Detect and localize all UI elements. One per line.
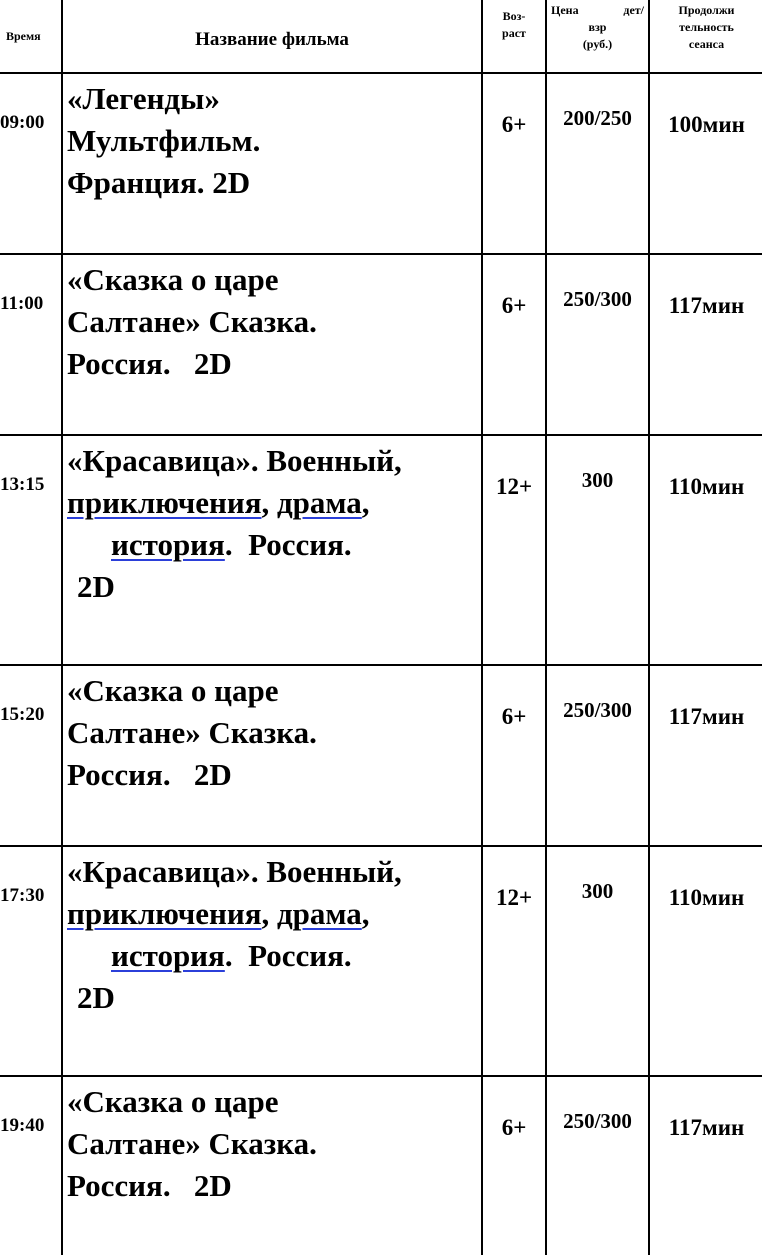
- genre-separator: ,: [261, 485, 277, 520]
- film-title-line: Россия. 2D: [67, 346, 232, 381]
- session-time: 15:20: [0, 665, 62, 846]
- ticket-price: 250/300: [546, 254, 649, 435]
- header-price-line2: взр: [588, 20, 607, 34]
- header-duration-line1: Продолжи: [678, 3, 735, 17]
- header-price: [546, 0, 649, 73]
- table-row: [0, 73, 762, 254]
- age-rating: 12+: [482, 435, 546, 665]
- film-title-line: [67, 935, 481, 977]
- film-title-line: «Легенды»: [67, 81, 220, 116]
- film-title-line: «Сказка о царе: [67, 1084, 279, 1119]
- session-time: 09:00: [0, 73, 62, 254]
- film-title: [62, 254, 482, 435]
- genre-link[interactable]: драма: [276, 485, 362, 520]
- genre-link[interactable]: история: [111, 527, 225, 562]
- header-time: Время: [0, 0, 62, 73]
- ticket-price: 250/300: [546, 665, 649, 846]
- header-age-line1: Воз-: [502, 9, 526, 23]
- film-country: . Россия.: [224, 527, 352, 562]
- table-row: [0, 665, 762, 846]
- header-price-line1a: Цена: [551, 3, 579, 17]
- session-time: 17:30: [0, 846, 62, 1076]
- session-duration: 110мин: [649, 846, 762, 1076]
- age-rating: 6+: [482, 1076, 546, 1255]
- film-format: 2D: [77, 980, 115, 1015]
- genre-separator: ,: [261, 896, 277, 931]
- film-country: . Россия.: [224, 938, 352, 973]
- film-title: [62, 435, 482, 665]
- header-duration-line3: сеанса: [688, 37, 725, 51]
- film-title-line: Мультфильм.: [67, 123, 261, 158]
- header-duration-line2: тельность: [679, 20, 734, 34]
- ticket-price: 300: [546, 435, 649, 665]
- film-title: [62, 73, 482, 254]
- film-format: 2D: [77, 569, 115, 604]
- genre-link[interactable]: драма: [276, 896, 362, 931]
- header-title: Название фильма: [62, 0, 482, 73]
- header-price-line1: [547, 2, 648, 19]
- age-rating: 6+: [482, 254, 546, 435]
- session-duration: 100мин: [649, 73, 762, 254]
- genre-link[interactable]: приключения: [67, 485, 262, 520]
- film-title-line: Салтане» Сказка.: [67, 1126, 317, 1161]
- ticket-price: 300: [546, 846, 649, 1076]
- film-title-line: [67, 893, 481, 935]
- film-title-line: «Красавица». Военный,: [67, 854, 402, 889]
- table-row: [0, 1076, 762, 1255]
- film-title-line: [67, 482, 481, 524]
- film-title: [62, 665, 482, 846]
- age-rating: 6+: [482, 665, 546, 846]
- film-title-line: «Красавица». Военный,: [67, 443, 402, 478]
- session-time: 19:40: [0, 1076, 62, 1255]
- genre-separator: ,: [361, 485, 370, 520]
- header-duration: [649, 0, 762, 73]
- film-title-line: Россия. 2D: [67, 757, 232, 792]
- table-row: [0, 435, 762, 665]
- header-age-line2: раст: [502, 26, 526, 40]
- header-price-line1b: дет/: [623, 3, 644, 17]
- header-row: [0, 0, 762, 73]
- header-age: [482, 0, 546, 73]
- session-duration: 110мин: [649, 435, 762, 665]
- film-title-line: «Сказка о царе: [67, 673, 279, 708]
- ticket-price: 200/250: [546, 73, 649, 254]
- genre-link[interactable]: приключения: [67, 896, 262, 931]
- session-duration: 117мин: [649, 254, 762, 435]
- age-rating: 12+: [482, 846, 546, 1076]
- table-row: [0, 846, 762, 1076]
- film-title: [62, 846, 482, 1076]
- genre-separator: ,: [361, 896, 370, 931]
- film-title-line: Салтане» Сказка.: [67, 715, 317, 750]
- age-rating: 6+: [482, 73, 546, 254]
- session-time: 13:15: [0, 435, 62, 665]
- film-title-line: [67, 524, 481, 566]
- table-row: [0, 254, 762, 435]
- film-title: [62, 1076, 482, 1255]
- session-duration: 117мин: [649, 665, 762, 846]
- genre-link[interactable]: история: [111, 938, 225, 973]
- film-title-line: «Сказка о царе: [67, 262, 279, 297]
- session-duration: 117мин: [649, 1076, 762, 1255]
- session-time: 11:00: [0, 254, 62, 435]
- film-title-line: Россия. 2D: [67, 1168, 232, 1203]
- film-title-line: Салтане» Сказка.: [67, 304, 317, 339]
- film-title-line: Франция. 2D: [67, 165, 251, 200]
- ticket-price: 250/300: [546, 1076, 649, 1255]
- header-price-line3: (руб.): [582, 37, 613, 51]
